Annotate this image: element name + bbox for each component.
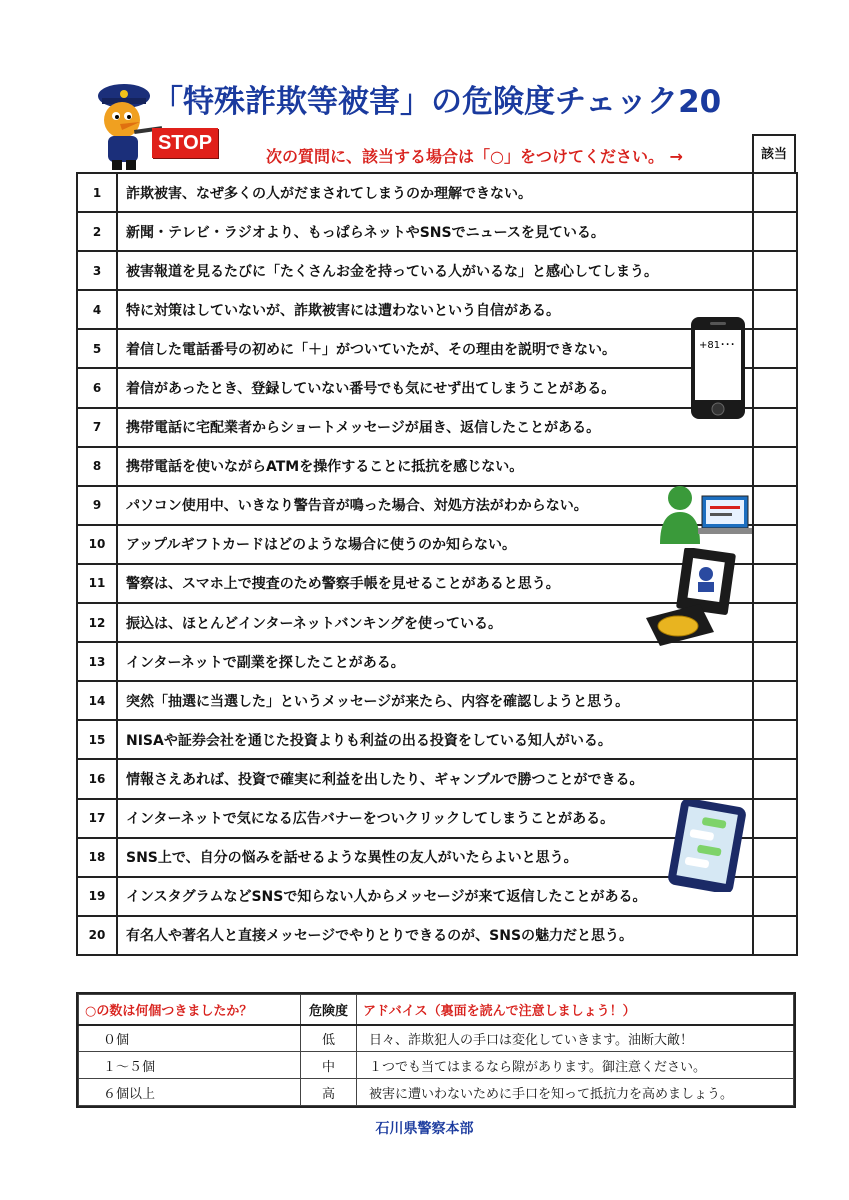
question-text: 被害報道を見るたびに「たくさんお金を持っている人がいるな」と感心してしまう。 [117, 251, 753, 290]
question-row [77, 329, 797, 368]
advice-cell: １つでも当てはまるなら隙があります。御注意ください。 [357, 1052, 794, 1079]
question-text: インターネットで気になる広告バナーをついクリックしてしまうことがある。 [117, 799, 753, 838]
check-cell[interactable] [753, 368, 797, 407]
count-header: ○の数は何個つきましたか？ [79, 995, 301, 1025]
result-row [79, 1052, 794, 1079]
question-text: 有名人や著名人と直接メッセージでやりとりできるのが、SNSの魅力だと思う。 [117, 916, 753, 955]
check-cell[interactable] [753, 916, 797, 955]
question-number: 7 [77, 408, 117, 447]
question-number: 5 [77, 329, 117, 368]
question-text: SNS上で、自分の悩みを話せるような異性の友人がいたらよいと思う。 [117, 838, 753, 877]
stop-sign: STOP [152, 128, 218, 158]
question-text: 新聞・テレビ・ラジオより、もっぱらネットやSNSでニュースを見ている。 [117, 212, 753, 251]
question-row [77, 251, 797, 290]
result-row [79, 1079, 794, 1106]
question-number: 12 [77, 603, 117, 642]
check-cell[interactable] [753, 329, 797, 368]
computer-warning-icon [658, 484, 752, 544]
check-cell[interactable] [753, 447, 797, 486]
check-column-header: 該当 [752, 134, 796, 172]
question-row [77, 212, 797, 251]
question-text: 情報さえあれば、投資で確実に利益を出したり、ギャンブルで勝つことができる。 [117, 759, 753, 798]
check-cell[interactable] [753, 525, 797, 564]
check-cell[interactable] [753, 642, 797, 681]
question-text: NISAや証券会社を通じた投資よりも利益の出る投資をしている知人がいる。 [117, 720, 753, 759]
question-number: 11 [77, 564, 117, 603]
advice-cell: 被害に遭いわないために手口を知って抵抗力を高めましょう。 [357, 1079, 794, 1106]
question-text: 携帯電話に宅配業者からショートメッセージが届き、返信したことがある。 [117, 408, 753, 447]
question-number: 17 [77, 799, 117, 838]
page-title: 「特殊詐欺等被害」の危険度チェック20 [152, 84, 722, 120]
police-badge-icon [640, 548, 736, 648]
count-cell: １～５個 [79, 1052, 301, 1079]
result-summary [76, 992, 796, 1108]
check-cell[interactable] [753, 759, 797, 798]
check-cell[interactable] [753, 877, 797, 916]
question-text: 携帯電話を使いながらATMを操作することに抵抗を感じない。 [117, 447, 753, 486]
risk-header: 危険度 [301, 995, 357, 1025]
question-number: 19 [77, 877, 117, 916]
count-cell: ０個 [79, 1025, 301, 1052]
question-row [77, 447, 797, 486]
question-number: 15 [77, 720, 117, 759]
count-cell: ６個以上 [79, 1079, 301, 1106]
question-row [77, 759, 797, 798]
check-cell[interactable] [753, 799, 797, 838]
question-number: 10 [77, 525, 117, 564]
phone-number-display: +81･･･ [699, 340, 736, 351]
question-row [77, 290, 797, 329]
check-cell[interactable] [753, 173, 797, 212]
check-cell[interactable] [753, 212, 797, 251]
question-number: 13 [77, 642, 117, 681]
risk-cell: 高 [301, 1079, 357, 1106]
question-number: 8 [77, 447, 117, 486]
risk-cell: 中 [301, 1052, 357, 1079]
check-cell[interactable] [753, 681, 797, 720]
chat-phone-icon [668, 800, 754, 892]
advice-header: アドバイス（裏面を読んで注意しましょう！） [357, 995, 794, 1025]
question-number: 14 [77, 681, 117, 720]
risk-cell: 低 [301, 1025, 357, 1052]
question-text: インターネットで副業を探したことがある。 [117, 642, 753, 681]
question-row [77, 368, 797, 407]
question-number: 18 [77, 838, 117, 877]
question-number: 1 [77, 173, 117, 212]
check-cell[interactable] [753, 408, 797, 447]
question-row [77, 173, 797, 212]
question-text: 詐欺被害、なぜ多くの人がだまされてしまうのか理解できない。 [117, 173, 753, 212]
check-cell[interactable] [753, 720, 797, 759]
question-number: 6 [77, 368, 117, 407]
advice-cell: 日々、詐欺犯人の手口は変化していきます。油断大敵！ [357, 1025, 794, 1052]
question-text: 突然「抽選に当選した」というメッセージが来たら、内容を確認しようと思う。 [117, 681, 753, 720]
question-number: 3 [77, 251, 117, 290]
check-cell[interactable] [753, 603, 797, 642]
question-number: 4 [77, 290, 117, 329]
result-table [78, 994, 794, 1106]
question-text: 着信した電話番号の初めに「＋」がついていたが、その理由を説明できない。 [117, 329, 753, 368]
smartphone-icon [690, 316, 746, 420]
question-text: 警察は、スマホ上で捜査のため警察手帳を見せることがあると思う。 [117, 564, 753, 603]
question-text: パソコン使用中、いきなり警告音が鳴った場合、対処方法がわからない。 [117, 486, 753, 525]
question-number: 2 [77, 212, 117, 251]
footer-organization: 石川県警察本部 [375, 1121, 474, 1137]
question-text: 着信があったとき、登録していない番号でも気にせず出てしまうことがある。 [117, 368, 753, 407]
question-number: 16 [77, 759, 117, 798]
question-text: アップルギフトカードはどのような場合に使うのか知らない。 [117, 525, 753, 564]
question-row [77, 916, 797, 955]
check-cell[interactable] [753, 486, 797, 525]
question-row [77, 408, 797, 447]
check-cell[interactable] [753, 564, 797, 603]
check-cell[interactable] [753, 251, 797, 290]
question-text: インスタグラムなどSNSで知らない人からメッセージが来て返信したことがある。 [117, 877, 753, 916]
question-text: 振込は、ほとんどインターネットバンキングを使っている。 [117, 603, 753, 642]
check-cell[interactable] [753, 290, 797, 329]
result-row [79, 1025, 794, 1052]
question-row [77, 681, 797, 720]
question-row [77, 720, 797, 759]
question-text: 特に対策はしていないが、詐欺被害には遭わないという自信がある。 [117, 290, 753, 329]
question-number: 20 [77, 916, 117, 955]
check-cell[interactable] [753, 838, 797, 877]
question-number: 9 [77, 486, 117, 525]
result-header-row [79, 995, 794, 1025]
instruction-text: 次の質問に、該当する場合は「○」をつけてください。 → [266, 147, 683, 166]
